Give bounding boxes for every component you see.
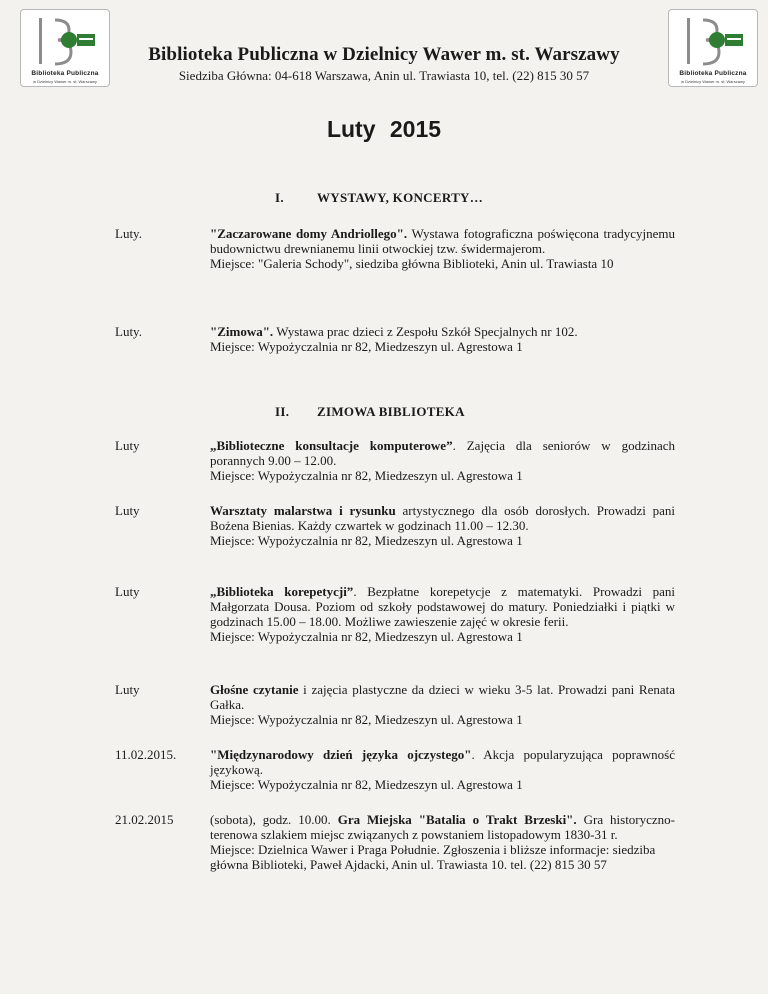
- section-title: ZIMOWA BIBLIOTEKA: [317, 404, 465, 419]
- event-description: [210, 682, 675, 727]
- logo-subtext: w Dzielnicy Wawer m. st. Warszawy: [681, 79, 745, 84]
- event-place: Miejsce: "Galeria Schody", siedziba główna Biblioteki, Anin ul. Trawiasta 10: [210, 256, 614, 271]
- event-description: [210, 503, 675, 548]
- event-place: Miejsce: Wypożyczalnia nr 82, Miedzeszyn ul. Agrestowa 1: [210, 712, 523, 727]
- event-text: . Zajęcia dla seniorów w godzinach porannych 9.00 – 12.00.: [210, 438, 675, 468]
- event-text: . Bezpłatne korepetycje z matematyki. Prowadzi pani Małgorzata Dousa. Poziom od szkoły podstawowej do matury. Poniedziałki i piątki w godzinach 15.00 – 18.00. Możliwe zawieszenie zajęć w okresie ferii.: [210, 584, 676, 629]
- event-place: Miejsce: Wypożyczalnia nr 82, Miedzeszyn ul. Agrestowa 1: [210, 339, 523, 354]
- event-description: [210, 747, 675, 792]
- section-heading: [275, 404, 465, 420]
- event-place: Miejsce: Wypożyczalnia nr 82, Miedzeszyn ul. Agrestowa 1: [210, 468, 523, 483]
- event-text: artystycznego dla osób dorosłych. Prowadzi pani Bożena Bienias. Każdy czwartek w godzinach 11.00 – 12.30.: [210, 503, 675, 533]
- logo-text: Biblioteka Publiczna: [679, 70, 747, 77]
- event-title: Warsztaty malarstwa i rysunku: [210, 503, 396, 518]
- event-text: Wystawa prac dzieci z Zespołu Szkół Specjalnych nr 102.: [273, 324, 578, 339]
- library-name: Biblioteka Publiczna w Dzielnicy Wawer m. st. Warszawy: [148, 44, 620, 65]
- event-description: [210, 438, 675, 483]
- event-date: Luty: [115, 584, 140, 599]
- event-date: Luty.: [115, 226, 142, 241]
- event-title: „Biblioteka korepetycji”: [210, 584, 354, 599]
- event-place: Miejsce: Wypożyczalnia nr 82, Miedzeszyn ul. Agrestowa 1: [210, 629, 523, 644]
- event-text: . Akcja popularyzująca poprawność językową.: [210, 747, 675, 777]
- event-place: Miejsce: Wypożyczalnia nr 82, Miedzeszyn ul. Agrestowa 1: [210, 533, 523, 548]
- section-heading: [275, 190, 483, 206]
- event-title: "Międzynarodowy dzień języka ojczystego": [210, 747, 472, 762]
- event-date: 11.02.2015.: [115, 747, 177, 762]
- event-description: [210, 584, 675, 644]
- library-address: Siedziba Główna: 04-618 Warszawa, Anin ul. Trawiasta 10, tel. (22) 815 30 57: [178, 68, 590, 83]
- section-number: I.: [275, 190, 284, 205]
- event-title: "Zaczarowane domy Andriollego".: [210, 226, 408, 241]
- event-title: „Biblioteczne konsultacje komputerowe”: [210, 438, 453, 453]
- event-description: [210, 324, 675, 354]
- event-description: [210, 226, 675, 271]
- event-text: Wystawa fotograficzna poświęcona tradycyjnemu budownictwu drewnianemu linii otwockiej tzw. świdermajerom.: [210, 226, 675, 256]
- page-title: Luty 2015: [326, 116, 442, 142]
- event-place: Miejsce: Wypożyczalnia nr 82, Miedzeszyn ul. Agrestowa 1: [210, 777, 523, 792]
- event-title: Głośne czytanie: [210, 682, 299, 697]
- event-date: Luty: [115, 438, 140, 453]
- event-text: Gra historyczno-terenowa szlakiem miejsc związanych z powstaniem listopadowym 1830-31 r.: [210, 812, 676, 842]
- section-title: WYSTAWY, KONCERTY…: [317, 190, 484, 205]
- event-title: Gra Miejska "Batalia o Trakt Brzeski".: [337, 812, 577, 827]
- logo-subtext: w Dzielnicy Wawer m. st. Warszawy: [33, 79, 97, 84]
- event-title: "Zimowa".: [210, 324, 274, 339]
- section-number: II.: [275, 404, 290, 419]
- event-description: [210, 812, 675, 872]
- event-time: (sobota), godz. 10.00.: [210, 812, 338, 827]
- event-place: Miejsce: Dzielnica Wawer i Praga Południe. Zgłoszenia i bliższe informacje: siedziba główna Biblioteki, Paweł Ajdacki, Anin ul. Trawiasta 10. tel. (22) 815 30 57: [210, 842, 656, 872]
- event-date: Luty: [115, 503, 140, 518]
- event-text: i zajęcia plastyczne da dzieci w wieku 3-5 lat. Prowadzi pani Renata Gałka.: [210, 682, 675, 712]
- logo-text: Biblioteka Publiczna: [31, 70, 99, 77]
- event-date: Luty: [115, 682, 140, 697]
- event-date: 21.02.2015: [115, 812, 174, 827]
- event-date: Luty.: [115, 324, 142, 339]
